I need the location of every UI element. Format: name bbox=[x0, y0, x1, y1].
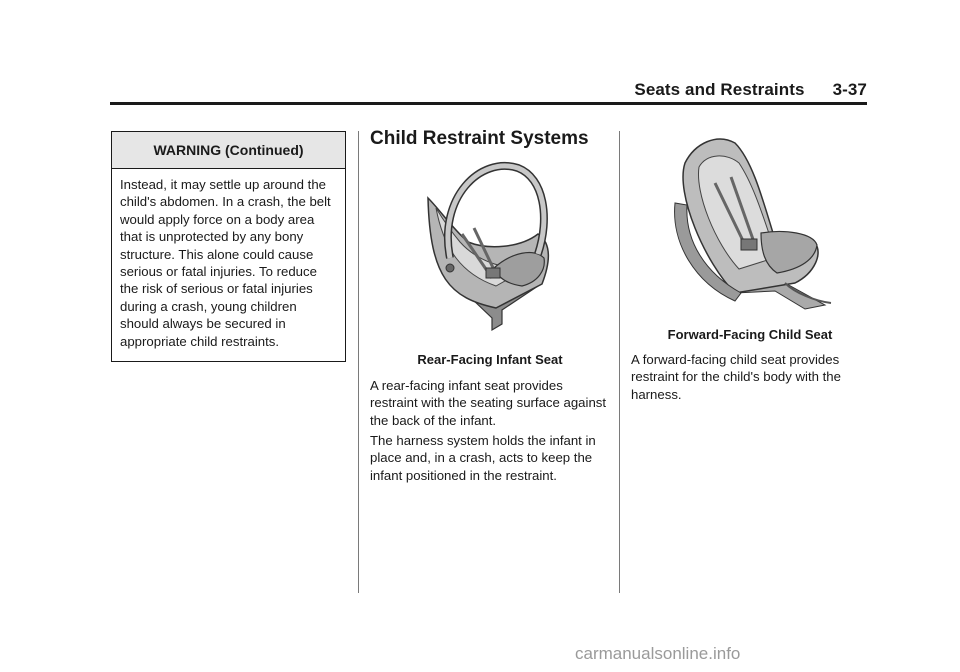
rear-facing-infant-seat-illustration bbox=[410, 158, 562, 336]
header-rule bbox=[110, 102, 867, 105]
footer-watermark: carmanualsonline.info bbox=[575, 644, 741, 663]
warning-title: WARNING (Continued) bbox=[112, 132, 345, 169]
page-number: 3-37 bbox=[832, 80, 867, 99]
section-name: Seats and Restraints bbox=[634, 80, 805, 99]
column-divider-left bbox=[358, 131, 359, 593]
page-header bbox=[110, 80, 867, 104]
warning-box bbox=[111, 131, 346, 362]
infant-seat-para-1: A rear-facing infant seat provides restraint with the seating surface against the back of the infant. bbox=[370, 378, 607, 428]
column-divider-right bbox=[619, 131, 620, 593]
forward-facing-child-seat-illustration bbox=[665, 133, 835, 313]
infant-seat-caption: Rear-Facing Infant Seat bbox=[417, 352, 563, 367]
section-title: Child Restraint Systems bbox=[370, 128, 589, 149]
warning-body: Instead, it may settle up around the child's abdomen. In a crash, the belt would apply force on a body area that is unprotected by any bony structure. This alone could cause serious or fatal injuries. To reduce the risk of serious or fatal injuries during a crash, young children should always be secured in appropriate child restraints. bbox=[120, 177, 331, 349]
child-seat-caption: Forward-Facing Child Seat bbox=[667, 327, 833, 342]
infant-seat-para-2: The harness system holds the infant in place and, in a crash, acts to keep the infant positioned in the restraint. bbox=[370, 433, 596, 483]
child-seat-para-1: A forward-facing child seat provides restraint for the child's body with the harness. bbox=[631, 352, 841, 402]
